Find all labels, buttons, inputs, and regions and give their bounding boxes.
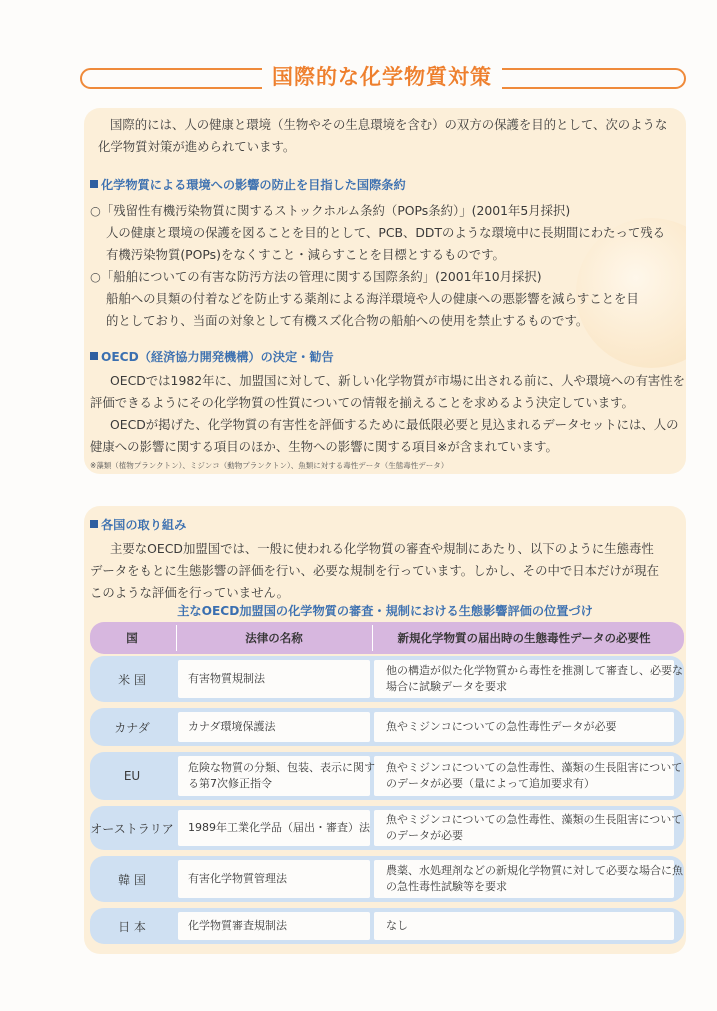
countries-line-2: データをもとに生態影響の評価を行い、必要な規制を行っています。しかし、その中で日本だけが現在 — [90, 563, 659, 578]
circle-bullet-icon: ○ — [90, 203, 101, 218]
treaty-2-title-text: 「船舶についての有害な防汚方法の管理に関する国際条約」(2001年10月採択) — [100, 269, 542, 284]
intro-line-2: 化学物質対策が進められています。 — [98, 139, 296, 154]
square-bullet-icon — [90, 180, 98, 188]
intro-line-1: 国際的には、人の健康と環境（生物やその生息環境を含む）の双方の保護を目的として、次のような — [110, 117, 668, 132]
row-country: EU — [123, 769, 141, 783]
table-row-japan — [90, 908, 684, 944]
treaty-2-title — [90, 266, 542, 288]
row-country: 日 本 — [118, 919, 146, 934]
header-country: 国 — [126, 631, 138, 645]
oecd-p1-line-2: 評価できるようにその化学物質の性質についての情報を揃えることを求めるよう決定しています。 — [90, 395, 634, 410]
circle-bullet-icon: ○ — [90, 269, 101, 284]
column-divider — [176, 625, 177, 651]
countries-line-3: このような評価を行っていません。 — [90, 585, 289, 600]
table-header-row — [90, 622, 684, 654]
oecd-footnote: ※藻類（植物プランクトン）、ミジンコ（動物プランクトン）、魚類に対する毒性データ（生態毒性データ） — [90, 461, 449, 470]
row-requirement: 他の構造が似た化学物質から毒性を推測して審査し、必要な場合に試験データを要求 — [386, 664, 683, 693]
row-requirement: 魚やミジンコについての急性毒性、藻類の生長阻害についてのデータが必要（量によって追加要求有） — [386, 761, 683, 790]
row-law: 1989年工業化学品（届出・審査）法 — [188, 821, 370, 834]
treaty-1-desc-2: 有機汚染物質(POPs)をなくすこと・減らすことを目標とするものです。 — [106, 247, 505, 262]
row-country: カナダ — [114, 720, 150, 735]
table-row-us — [90, 656, 684, 702]
treaty-1-title — [90, 200, 570, 222]
international-measures-panel — [84, 108, 686, 474]
oecd-p1-line-1: OECDでは1982年に、加盟国に対して、新しい化学物質が市場に出される前に、人や環境への有害性を — [110, 373, 686, 388]
countries-heading — [90, 516, 186, 533]
row-law: カナダ環境保護法 — [188, 720, 276, 733]
row-requirement: 魚やミジンコについての急性毒性データが必要 — [386, 720, 617, 733]
treaty-1-desc-1: 人の健康と環境の保護を図ることを目的として、PCB、DDTのような環境中に長期間にわたって残る — [106, 225, 666, 240]
row-requirement: 魚やミジンコについての急性毒性、藻類の生長阻害についてのデータが必要 — [386, 813, 683, 842]
header-law: 法律の名称 — [245, 631, 303, 645]
header-requirement: 新規化学物質の届出時の生態毒性データの必要性 — [397, 631, 651, 645]
row-requirement: なし — [386, 919, 408, 932]
row-law: 有害物質規制法 — [188, 672, 265, 685]
table-row-australia — [90, 806, 684, 850]
treaties-heading-text: 化学物質による環境への影響の防止を目指した国際条約 — [101, 178, 406, 192]
row-country: 米 国 — [118, 672, 146, 687]
square-bullet-icon — [90, 520, 98, 528]
row-law: 危険な物質の分類、包装、表示に関する第7次修正指令 — [188, 761, 375, 790]
row-country: 韓 国 — [118, 872, 146, 887]
table-row-korea — [90, 856, 684, 902]
page-title: 国際的な化学物質対策 — [262, 62, 502, 92]
row-requirement: 農薬、水処理剤などの新規化学物質に対して必要な場合に魚の急性毒性試験等を要求 — [386, 864, 683, 893]
column-divider — [372, 625, 373, 651]
oecd-p2-line-1: OECDが掲げた、化学物質の有害性を評価するために最低限必要と見込まれるデータセットには、人の — [110, 417, 679, 432]
countries-heading-text: 各国の取り組み — [101, 518, 187, 532]
row-country: オーストラリア — [90, 821, 174, 836]
table-row-canada — [90, 708, 684, 746]
oecd-p2-line-2: 健康への影響に関する項目のほか、生物への影響に関する項目※が含まれています。 — [90, 439, 558, 454]
table-caption: 主なOECD加盟国の化学物質の審査・規制における生態影響評価の位置づけ — [177, 604, 593, 618]
row-law: 有害化学物質管理法 — [188, 872, 287, 885]
row-law: 化学物質審査規制法 — [188, 919, 287, 932]
oecd-heading-text: OECD（経済協力開発機構）の決定・勧告 — [101, 350, 334, 364]
countries-line-1: 主要なOECD加盟国では、一般に使われる化学物質の審査や規制にあたり、以下のように生態毒性 — [110, 541, 654, 556]
treaty-2-desc-2: 的としており、当面の対象として有機スズ化合物の船舶への使用を禁止するものです。 — [106, 313, 589, 328]
oecd-heading — [90, 348, 334, 365]
treaty-1-title-text: 「残留性有機汚染物質に関するストックホルム条約（POPs条約）」(2001年5月採択) — [100, 203, 571, 218]
square-bullet-icon — [90, 352, 98, 360]
country-efforts-panel — [84, 506, 686, 954]
treaty-2-desc-1: 船舶への貝類の付着などを防止する薬剤による海洋環境や人の健康への悪影響を減らすことを目 — [106, 291, 639, 306]
treaties-heading — [90, 176, 406, 193]
table-row-eu — [90, 752, 684, 800]
title-banner — [80, 62, 684, 92]
